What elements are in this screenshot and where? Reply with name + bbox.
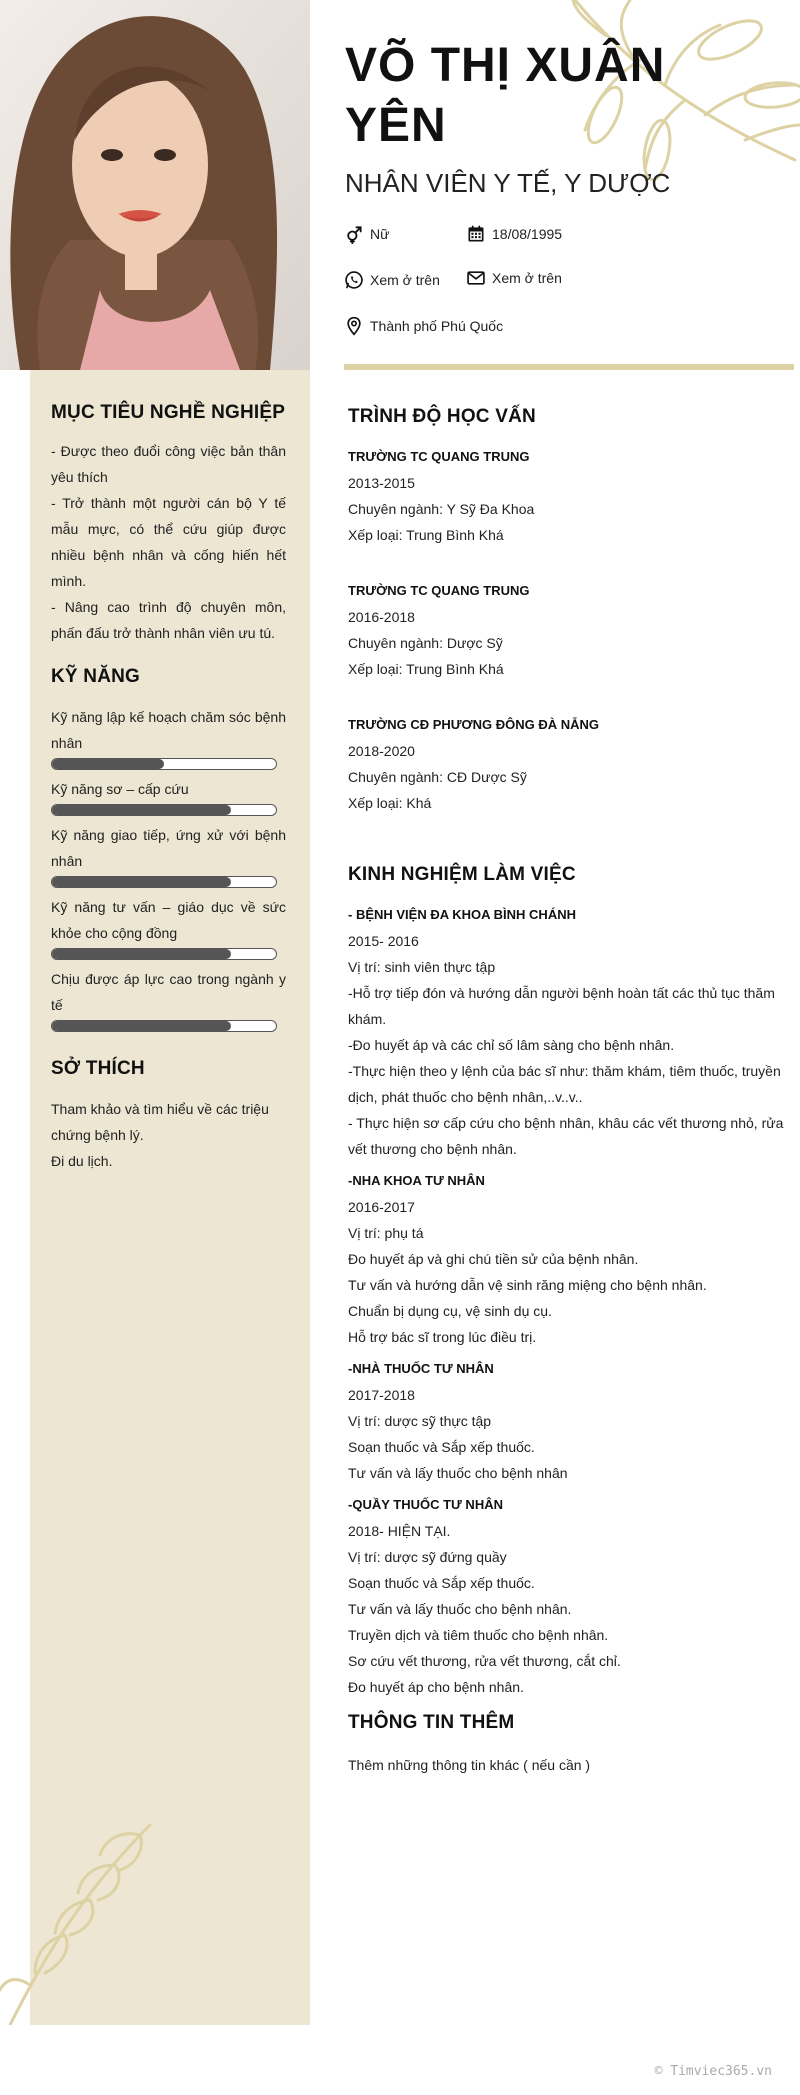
experience-line: - Thực hiện sơ cấp cứu cho bệnh nhân, khâu các vết thương nhỏ, rửa vết thương cho bệnh nhân. xyxy=(348,1115,784,1157)
education-major: Chuyên ngành: Y Sỹ Đa Khoa xyxy=(348,501,535,517)
hobby-line: Đi du lịch. xyxy=(51,1153,113,1169)
header-divider xyxy=(344,364,794,370)
phone-value: Xem ở trên xyxy=(370,272,440,288)
experience-line: Vị trí: sinh viên thực tập xyxy=(348,959,496,975)
experience-item xyxy=(348,902,788,1162)
skill-name: Kỹ năng lập kế hoạch chăm sóc bệnh nhân xyxy=(51,709,286,751)
experience-item xyxy=(348,1492,788,1700)
skill-name: Chịu được áp lực cao trong ngành y tế xyxy=(51,971,286,1013)
experience-line: Chuẩn bị dụng cụ, vệ sinh dụ cụ. xyxy=(348,1303,552,1319)
skill-name: Kỹ năng giao tiếp, ứng xử với bệnh nhân xyxy=(51,827,286,869)
skill-bar xyxy=(51,1020,277,1032)
company-name: -NHÀ THUỐC TƯ NHÂN xyxy=(348,1361,494,1376)
hobby-line: Tham khảo và tìm hiểu về các triệu chứng bệnh lý. xyxy=(51,1101,269,1143)
school-name: TRƯỜNG CĐ PHƯƠNG ĐÔNG ĐÀ NẴNG xyxy=(348,717,600,732)
skill-bar xyxy=(51,948,277,960)
skill-item xyxy=(51,894,286,960)
skill-item xyxy=(51,966,286,1032)
experience-line: -Hỗ trợ tiếp đón và hướng dẫn người bệnh hoàn tất các thủ tục thăm khám. xyxy=(348,985,775,1027)
skill-bar-fill xyxy=(52,759,164,769)
email-value: Xem ở trên xyxy=(492,270,562,286)
experience-line: -Thực hiện theo y lệnh của bác sĩ như: thăm khám, tiêm thuốc, truyền dịch, phát thuốc cho bệnh nhân,..v..v.. xyxy=(348,1063,781,1105)
education-grade: Xếp loại: Trung Bình Khá xyxy=(348,527,504,543)
left-column-content xyxy=(51,402,286,1174)
company-name: -QUẦY THUỐC TƯ NHÂN xyxy=(348,1497,503,1512)
education-section xyxy=(348,406,788,846)
skill-bar xyxy=(51,804,277,816)
experience-line: Tư vấn và lấy thuốc cho bệnh nhân xyxy=(348,1465,568,1481)
experience-line: Vị trí: dược sỹ thực tập xyxy=(348,1413,492,1429)
skill-bar-fill xyxy=(52,877,231,887)
experience-line: Soạn thuốc và Sắp xếp thuốc. xyxy=(348,1439,535,1455)
education-grade: Xếp loại: Trung Bình Khá xyxy=(348,661,504,677)
experience-line: Sơ cứu vết thương, rửa vết thương, cắt chỉ. xyxy=(348,1653,621,1669)
objective-line: - Nâng cao trình độ chuyên môn, phấn đấu trở thành nhân viên ưu tú. xyxy=(51,599,286,641)
skill-bar-fill xyxy=(52,1021,231,1031)
watermark: © Timviec365.vn xyxy=(654,2064,772,2079)
objective-title: MỤC TIÊU NGHỀ NGHIỆP xyxy=(51,402,286,423)
gender-icon xyxy=(344,224,364,244)
education-major: Chuyên ngành: CĐ Dược Sỹ xyxy=(348,769,527,785)
profile-photo xyxy=(0,0,310,370)
experience-line: 2015- 2016 xyxy=(348,933,419,949)
education-major: Chuyên ngành: Dược Sỹ xyxy=(348,635,503,651)
hobbies-section xyxy=(51,1058,286,1174)
school-name: TRƯỜNG TC QUANG TRUNG xyxy=(348,583,530,598)
experience-item xyxy=(348,1168,788,1350)
experience-title: KINH NGHIỆM LÀM VIỆC xyxy=(348,864,576,885)
objective-section xyxy=(51,402,286,646)
experience-line: 2017-2018 xyxy=(348,1387,415,1403)
envelope-icon xyxy=(466,268,486,288)
skill-bar-fill xyxy=(52,949,231,959)
company-name: -NHA KHOA TƯ NHÂN xyxy=(348,1173,485,1188)
skill-name: Kỹ năng tư vấn – giáo dục về sức khỏe cho cộng đồng xyxy=(51,899,286,941)
birthday-value: 18/08/1995 xyxy=(492,226,563,242)
school-name: TRƯỜNG TC QUANG TRUNG xyxy=(348,449,530,464)
phone-info xyxy=(344,270,440,290)
education-years: 2018-2020 xyxy=(348,743,415,759)
skill-item xyxy=(51,704,286,770)
experience-line: Đo huyết áp và ghi chú tiền sử của bệnh nhân. xyxy=(348,1251,639,1267)
job-title: NHÂN VIÊN Y TẾ, Y DƯỢC xyxy=(345,168,671,198)
experience-section xyxy=(348,864,788,1706)
education-item xyxy=(348,444,788,548)
location-pin-icon xyxy=(344,316,364,336)
phone-icon xyxy=(344,270,364,290)
calendar-icon xyxy=(466,224,486,244)
skill-bar-fill xyxy=(52,805,231,815)
experience-line: Tư vấn và hướng dẫn vệ sinh răng miệng cho bệnh nhân. xyxy=(348,1277,707,1293)
experience-line: Vị trí: phụ tá xyxy=(348,1225,424,1241)
education-years: 2016-2018 xyxy=(348,609,415,625)
address-value: Thành phố Phú Quốc xyxy=(370,318,504,334)
company-name: - BỆNH VIỆN ĐA KHOA BÌNH CHÁNH xyxy=(348,907,576,922)
experience-line: Đo huyết áp cho bệnh nhân. xyxy=(348,1679,524,1695)
additional-text: Thêm những thông tin khác ( nếu cần ) xyxy=(348,1757,591,1773)
experience-line: Tư vấn và lấy thuốc cho bệnh nhân. xyxy=(348,1601,572,1617)
email-info xyxy=(466,268,562,288)
objective-line: - Trở thành một người cán bộ Y tế mẫu mực, có thể cứu giúp được nhiều bệnh nhân và cống hiến hết mình. xyxy=(51,495,286,589)
education-title: TRÌNH ĐỘ HỌC VẤN xyxy=(348,406,536,427)
skill-name: Kỹ năng sơ – cấp cứu xyxy=(51,781,189,797)
additional-title: THÔNG TIN THÊM xyxy=(348,1712,515,1733)
birthday-info xyxy=(466,224,562,244)
experience-line: 2016-2017 xyxy=(348,1199,415,1215)
skill-bar xyxy=(51,758,277,770)
experience-line: Soạn thuốc và Sắp xếp thuốc. xyxy=(348,1575,535,1591)
skill-item xyxy=(51,822,286,888)
skills-title: KỸ NĂNG xyxy=(51,666,141,687)
experience-line: -Đo huyết áp và các chỉ số lâm sàng cho bệnh nhân. xyxy=(348,1037,675,1053)
objective-line: - Được theo đuổi công việc bản thân yêu thích xyxy=(51,443,286,485)
experience-line: Hỗ trợ bác sĩ trong lúc điều trị. xyxy=(348,1329,537,1345)
skill-item xyxy=(51,776,286,816)
candidate-name: VÕ THỊ XUÂN YÊN xyxy=(345,39,666,152)
address-info xyxy=(344,316,503,336)
gender-info xyxy=(344,224,389,244)
education-grade: Xếp loại: Khá xyxy=(348,795,432,811)
hobbies-title: SỞ THÍCH xyxy=(51,1058,145,1079)
education-item xyxy=(348,578,788,682)
education-years: 2013-2015 xyxy=(348,475,415,491)
leaf-decoration-bottom-icon xyxy=(0,1815,160,2025)
education-item xyxy=(348,712,788,816)
experience-line: Truyền dịch và tiêm thuốc cho bệnh nhân. xyxy=(348,1627,609,1643)
experience-line: Vị trí: dược sỹ đứng quầy xyxy=(348,1549,507,1565)
additional-section xyxy=(348,1712,788,1778)
experience-item xyxy=(348,1356,788,1486)
skill-bar xyxy=(51,876,277,888)
experience-line: 2018- HIỆN TẠI. xyxy=(348,1523,451,1539)
skills-section xyxy=(51,666,286,1032)
gender-value: Nữ xyxy=(370,226,390,242)
